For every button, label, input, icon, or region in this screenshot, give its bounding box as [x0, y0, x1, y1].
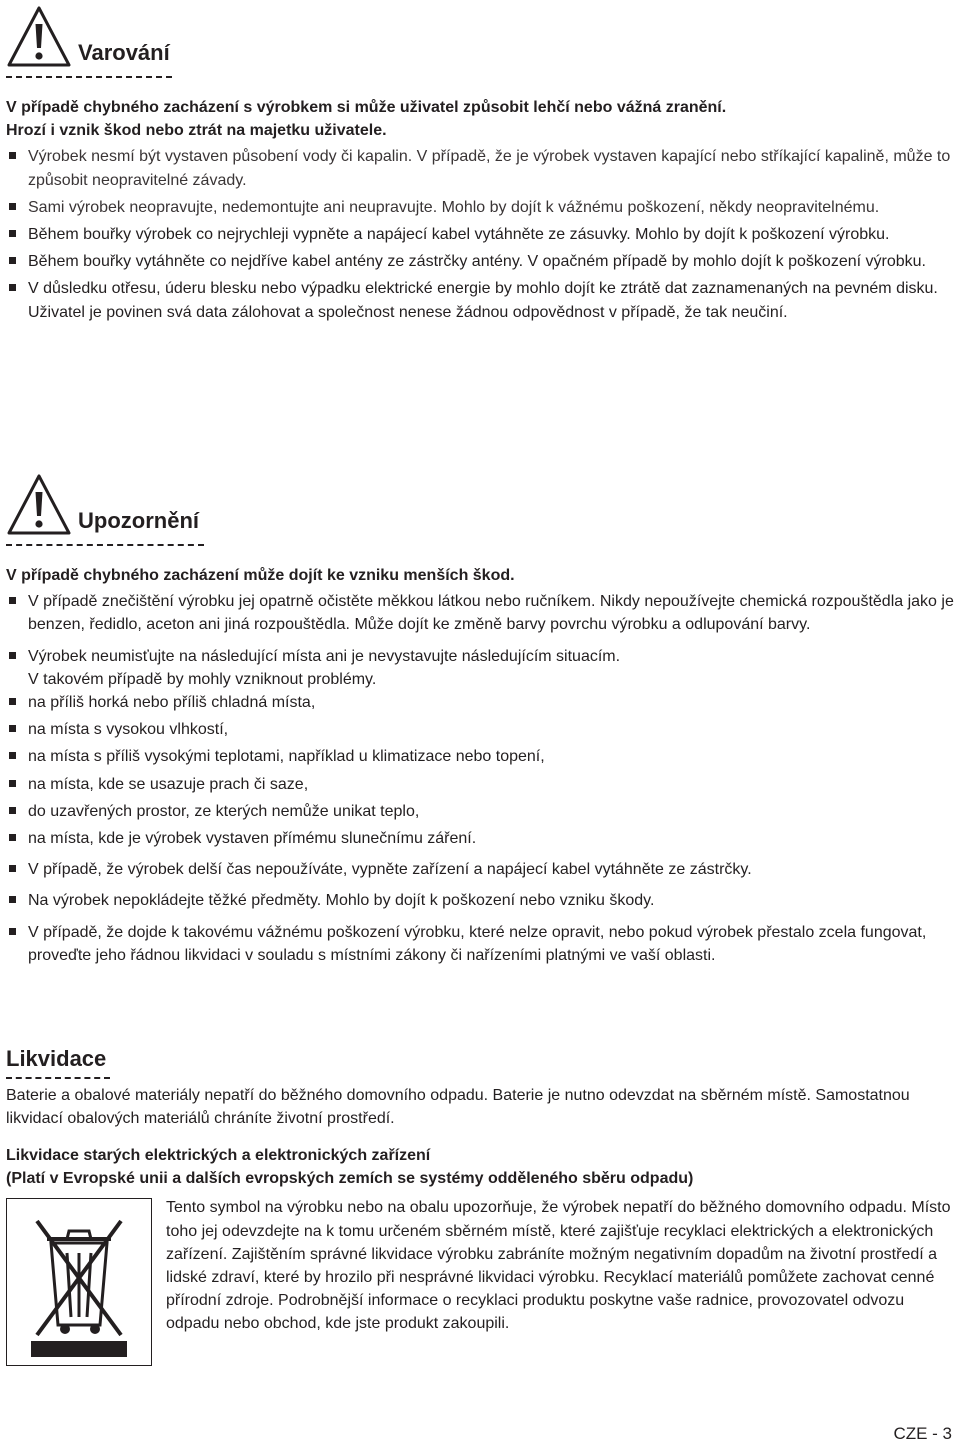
place-item: na příliš horká nebo příliš chladná místa,: [6, 691, 954, 714]
weee-heading: [6, 1144, 954, 1190]
caution-list: [6, 590, 954, 967]
list-item: Na výrobek nepokládejte těžké předměty. Mohlo by dojít k poškození nebo vzniku škody.: [6, 889, 954, 912]
list-item-line: Uživatel je povinen svá data zálohovat a společnost nenese žádnou odpovědnost v případě, že tak neučiní.: [28, 303, 788, 321]
caution-intro: V případě chybného zacházení může dojít ke vzniku menších škod.: [6, 567, 515, 584]
warning-title: Varování: [78, 40, 170, 65]
warning-title-underline: [6, 76, 172, 78]
list-item-line: V důsledku otřesu, úderu blesku nebo výpadku elektrické energie by mohlo dojít ke ztrátě dat zaznamenaných na pevném disku.: [28, 280, 938, 298]
warning-triangle-icon: [6, 4, 72, 68]
warning-list: [6, 145, 954, 323]
warning-header: [6, 4, 954, 72]
places-list: [6, 691, 954, 850]
weee-block: [6, 1196, 954, 1374]
place-item: do uzavřených prostor, ze kterých nemůže unikat teplo,: [6, 800, 954, 823]
list-item: V případě znečištění výrobku jej opatrně očistěte měkkou látkou nebo ručníkem. Nikdy nepoužívejte chemická rozpouštědla jako je benzen, ředidlo, aceton ani jiná rozpouštědla. Může dojít ke změně barvy povrchu výrobku a odlupování barvy.: [6, 590, 954, 636]
list-item: V případě, že výrobek delší čas nepoužíváte, vypněte zařízení a napájecí kabel vytáhněte ze zástrčky.: [6, 858, 954, 881]
list-item: [6, 277, 954, 323]
caution-header: [6, 472, 954, 540]
list-item: Sami výrobek neopravujte, nedemontujte ani neupravujte. Mohlo by dojít k vážnému poškození, někdy neopravitelnému.: [6, 196, 954, 219]
caution-section: [6, 472, 954, 971]
disposal-title: Likvidace: [6, 1046, 107, 1071]
place-item: na místa, kde je výrobek vystaven přímému slunečnímu záření.: [6, 827, 954, 850]
disposal-section: [6, 1046, 954, 1374]
list-item: Během bouřky vytáhněte co nejdříve kabel antény ze zástrčky antény. V opačném případě by mohlo dojít k poškození výrobku.: [6, 250, 954, 273]
place-item: na místa s vysokou vlhkostí,: [6, 718, 954, 741]
list-item-line: V takovém případě by mohly vzniknout problémy.: [28, 670, 377, 688]
warning-intro: [6, 96, 954, 142]
list-item: Výrobek nesmí být vystaven působení vody či kapalin. V případě, že je výrobek vystaven kapající nebo stříkající kapalině, může to způsobit neopravitelné závady.: [6, 145, 954, 191]
caution-triangle-icon: [6, 472, 72, 536]
list-item: [6, 645, 954, 851]
weee-heading-line-2: (Platí v Evropské unii a dalších evropských zemích se systémy odděleného sběru odpadu): [6, 1170, 694, 1188]
disposal-header: [6, 1046, 954, 1078]
list-item: V případě, že dojde k takovému vážnému poškození výrobku, které nelze opravit, nebo pokud výrobek přestalo zcela fungovat, proveďte jeho řádnou likvidaci v souladu s místními zákony či nařízeními platnými ve vaší oblasti.: [6, 921, 954, 967]
disposal-paragraph: Baterie a obalové materiály nepatří do běžného domovního odpadu. Baterie je nutno odevzdat na sběrném místě. Samostatnou likvidací obalových materiálů chráníte životní prostředí.: [6, 1087, 910, 1128]
list-item: Během bouřky výrobek co nejrychleji vypněte a napájecí kabel vytáhněte ze zásuvky. Mohlo by dojít k poškození výrobku.: [6, 223, 954, 246]
warning-intro-line-2: Hrozí i vznik škod nebo ztrát na majetku uživatele.: [6, 122, 387, 140]
place-item: na místa s příliš vysokými teplotami, například u klimatizace nebo topení,: [6, 745, 954, 768]
page-number: CZE - 3: [893, 1424, 952, 1443]
warning-section: [6, 4, 954, 328]
place-item: na místa, kde se usazuje prach či saze,: [6, 773, 954, 796]
warning-intro-line-1: V případě chybného zacházení s výrobkem si může uživatel způsobit lehčí nebo vážná zranění.: [6, 99, 727, 116]
weee-heading-line-1: Likvidace starých elektrických a elektronických zařízení: [6, 1147, 431, 1165]
disposal-title-underline: [6, 1077, 110, 1079]
crossed-out-bin-icon: [7, 1199, 151, 1365]
list-item-line: Výrobek neumisťujte na následující místa ani je nevystavujte následujícím situacím.: [28, 647, 621, 665]
weee-text: Tento symbol na výrobku nebo na obalu upozorňuje, že výrobek nepatří do běžného domovního odpadu. Místo toho jej odevzdejte na k tomu určeném sběrném místě, které zajišťuje recyklaci elektrických a elektronických zařízení. Zajištěním správné likvidace výrobku zabráníte možným negativním dopadům na životní prostředí a lidské zdraví, které by hrozilo při nesprávné likvidaci výrobku. Recyklací materiálů pomůžete zachovat cenné přírodní zdroje. Podrobnější informace o recyklaci produktu poskytne vaše radnice, provozovatel odvozu odpadu nebo obchod, kde jste produkt zakoupili.: [166, 1199, 951, 1333]
caution-title-underline: [6, 544, 204, 546]
caution-title: Upozornění: [78, 508, 199, 533]
weee-symbol-frame: [6, 1198, 152, 1366]
